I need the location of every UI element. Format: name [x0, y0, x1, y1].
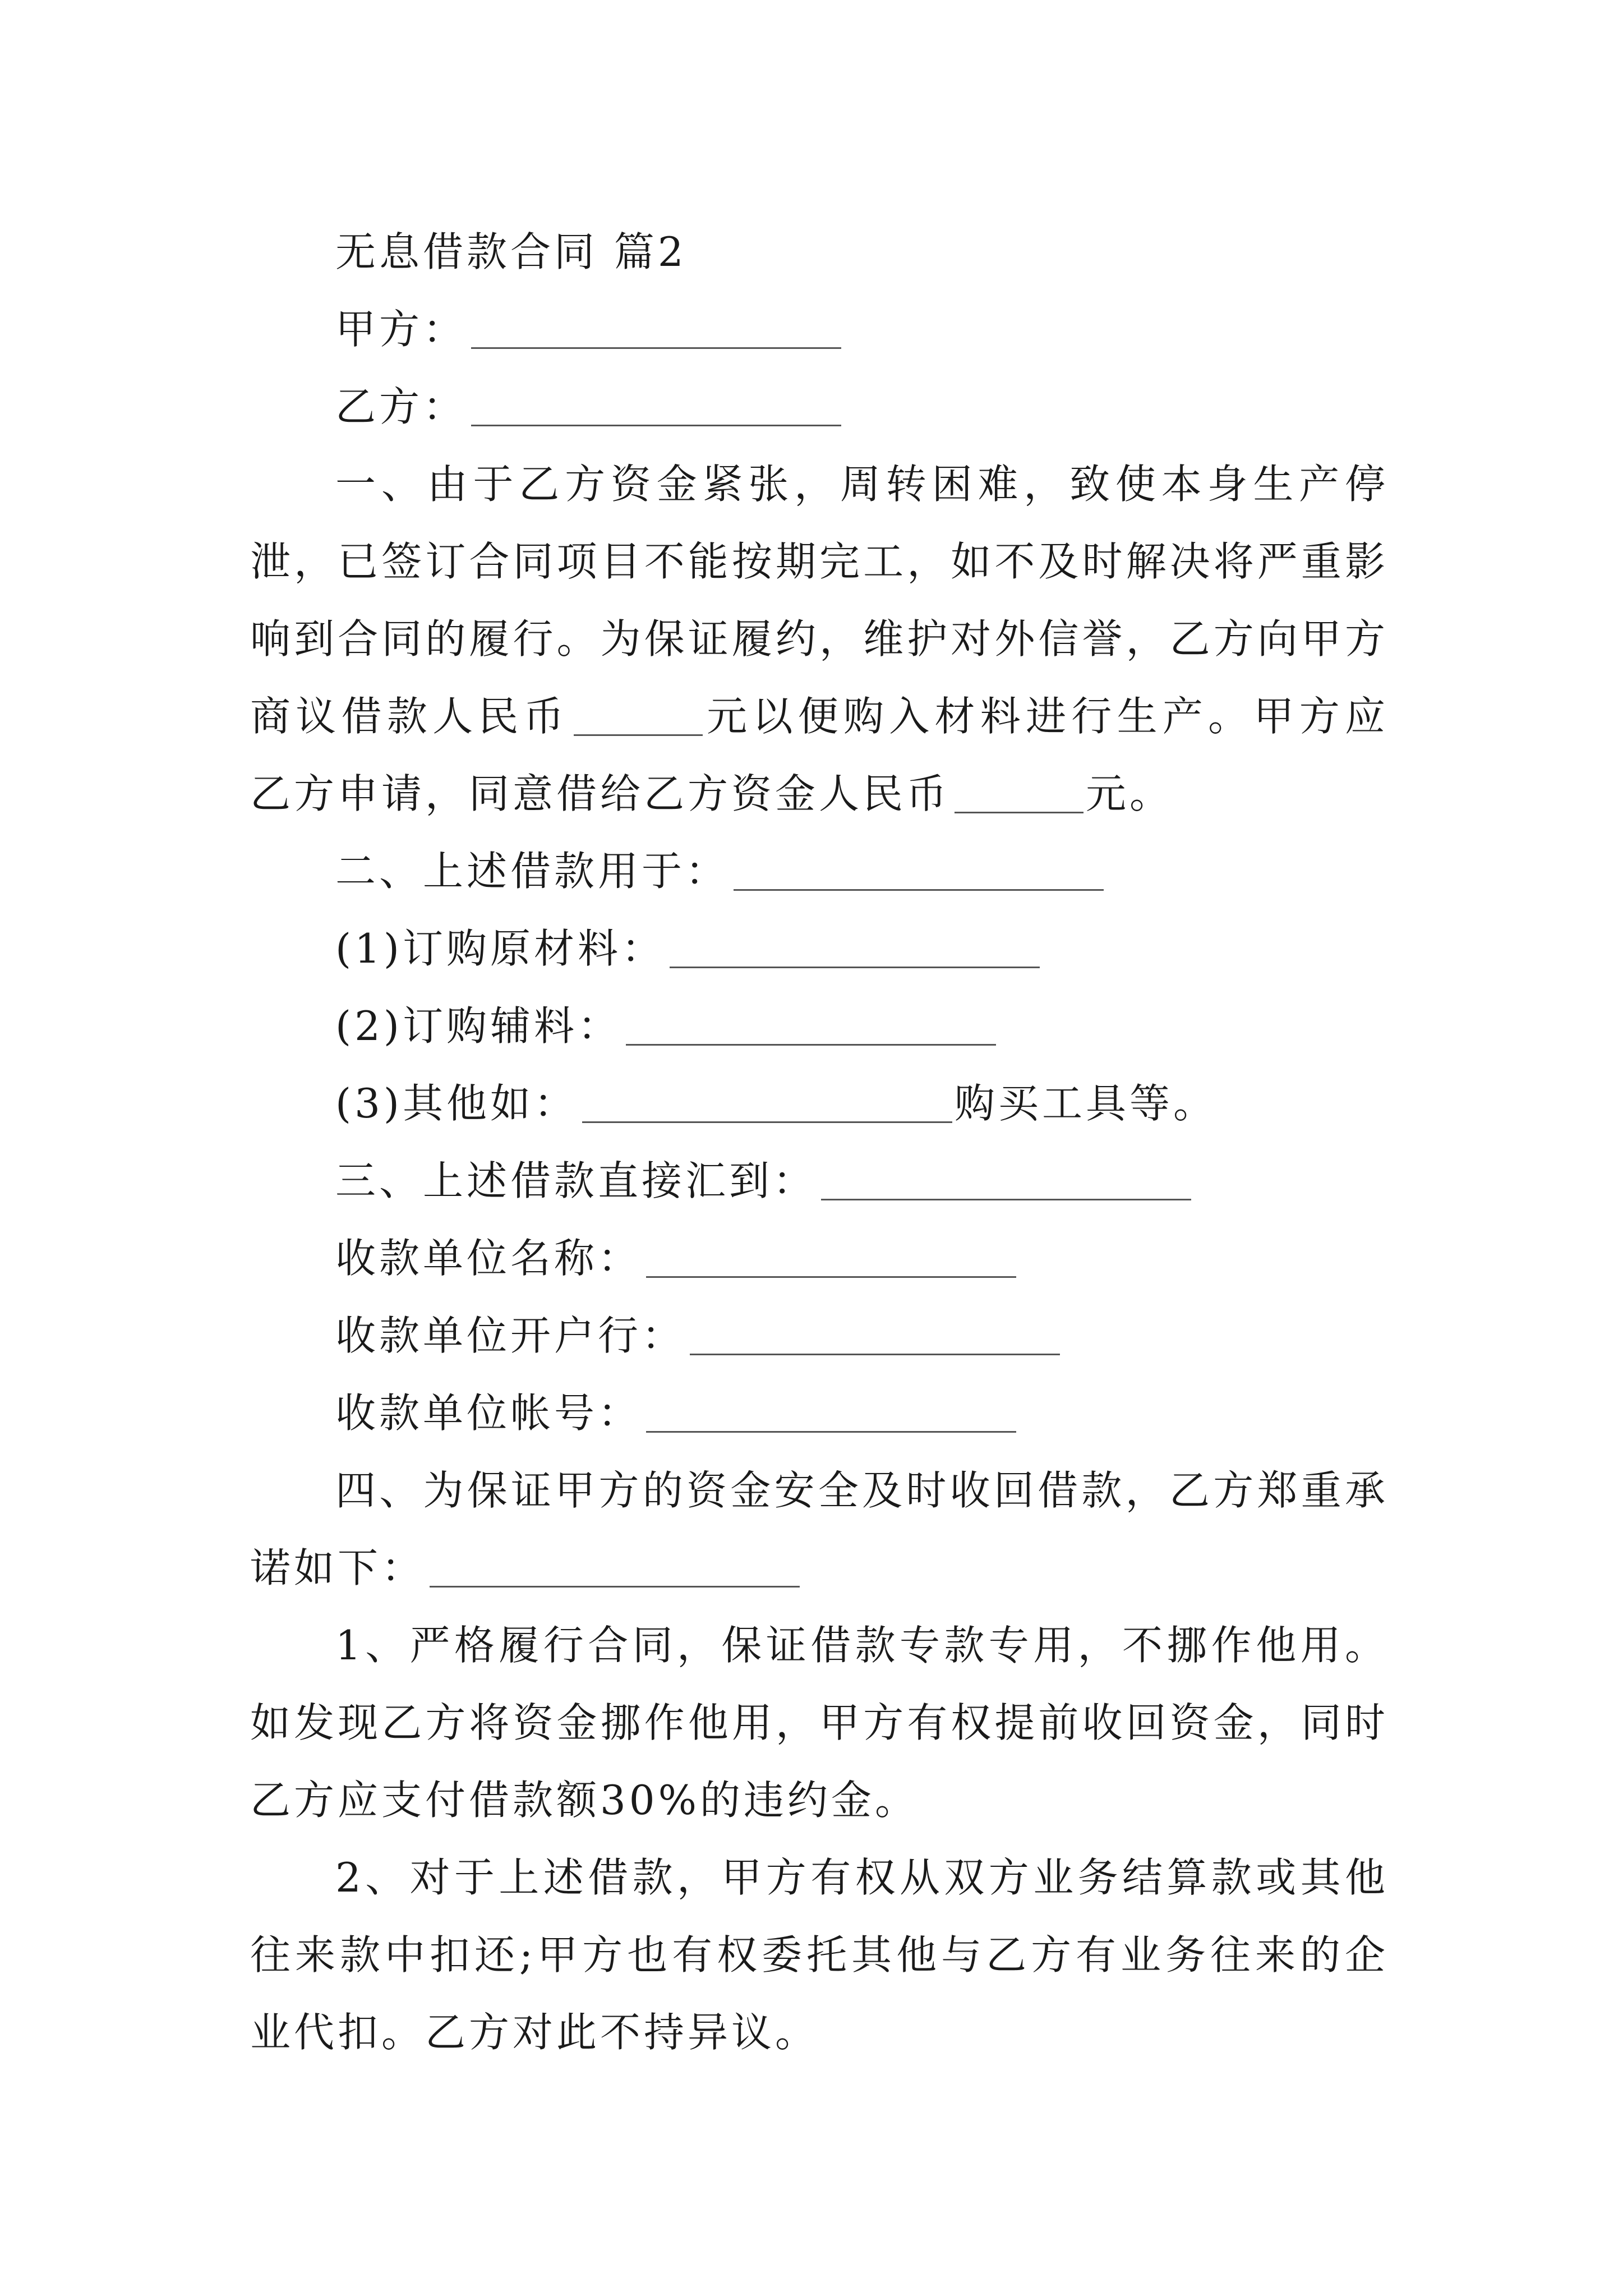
contract-body [250, 213, 1389, 2071]
commitment-1 [250, 1607, 1389, 1839]
other-purpose-label: (3)其他如： [335, 1080, 578, 1127]
clause-four [250, 1452, 1389, 1607]
clause-three [250, 1142, 1389, 1220]
clause-two-label: 二、上述借款用于： [335, 848, 730, 895]
clause-two-item-3 [250, 1065, 1389, 1142]
clause-two-item-2 [250, 987, 1389, 1065]
clause-one-text-c: 元。 [1086, 770, 1174, 817]
commitment-2 [250, 1839, 1389, 2071]
payee-account-line [250, 1374, 1389, 1452]
clause-four-text: 四、为保证甲方的资金安全及时收回借款，乙方郑重承诺如下： [250, 1467, 1389, 1591]
commitment-1-text: 1、严格履行合同，保证借款专款专用，不挪作他用。如发现乙方将资金挪作他用，甲方有权提前收回资金，同时乙方应支付借款额30%的违约金。 [250, 1622, 1389, 1824]
loan-amount-requested-blank [574, 694, 703, 736]
clause-two [250, 832, 1389, 910]
raw-materials-blank [670, 926, 1040, 968]
party-a-blank [471, 307, 841, 349]
auxiliary-materials-blank [626, 1004, 996, 1046]
raw-materials-label: (1)订购原材料： [335, 925, 665, 972]
party-b-label: 乙方： [335, 383, 467, 430]
loan-amount-approved-blank [955, 771, 1083, 813]
other-purpose-suffix: 购买工具等。 [955, 1080, 1218, 1127]
payee-account-label: 收款单位帐号： [335, 1389, 642, 1437]
remit-to-blank [821, 1158, 1191, 1200]
payee-bank-line [250, 1297, 1389, 1374]
payee-name-label: 收款单位名称： [335, 1235, 642, 1282]
party-b-blank [471, 384, 841, 426]
party-a-label: 甲方： [335, 306, 467, 353]
contract-title [250, 213, 1389, 291]
clause-two-item-1 [250, 910, 1389, 987]
clause-one-text-a: 一、由于乙方资金紧张，周转困难，致使本身生产停泄，已签订合同项目不能按期完工，如不及时解决将严重影响到合同的履行。为保证履约，维护对外信誉，乙方向甲方商议借款人民币 [250, 461, 1389, 740]
contract-title-text: 无息借款合同 篇2 [335, 228, 687, 275]
payee-bank-blank [690, 1313, 1060, 1355]
party-b-line [250, 368, 1389, 445]
commitment-2-text: 2、对于上述借款，甲方有权从双方业务结算款或其他往来款中扣还;甲方也有权委托其他与乙方有业务往来的企业代扣。乙方对此不持异议。 [250, 1854, 1389, 2056]
payee-account-blank [646, 1391, 1016, 1433]
payee-name-line [250, 1220, 1389, 1297]
party-a-line [250, 291, 1389, 368]
clause-one-text-b: 元以便购入材料进行生产。甲方应乙方申请，同意借给乙方资金人民币 [250, 693, 1389, 817]
loan-purpose-blank [734, 849, 1104, 891]
other-purpose-blank [582, 1081, 952, 1123]
payee-name-blank [646, 1236, 1016, 1278]
payee-bank-label: 收款单位开户行： [335, 1312, 686, 1359]
commitment-blank [430, 1545, 800, 1588]
auxiliary-materials-label: (2)订购辅料： [335, 1002, 621, 1050]
clause-three-label: 三、上述借款直接汇到： [335, 1157, 817, 1204]
clause-one [250, 445, 1389, 832]
